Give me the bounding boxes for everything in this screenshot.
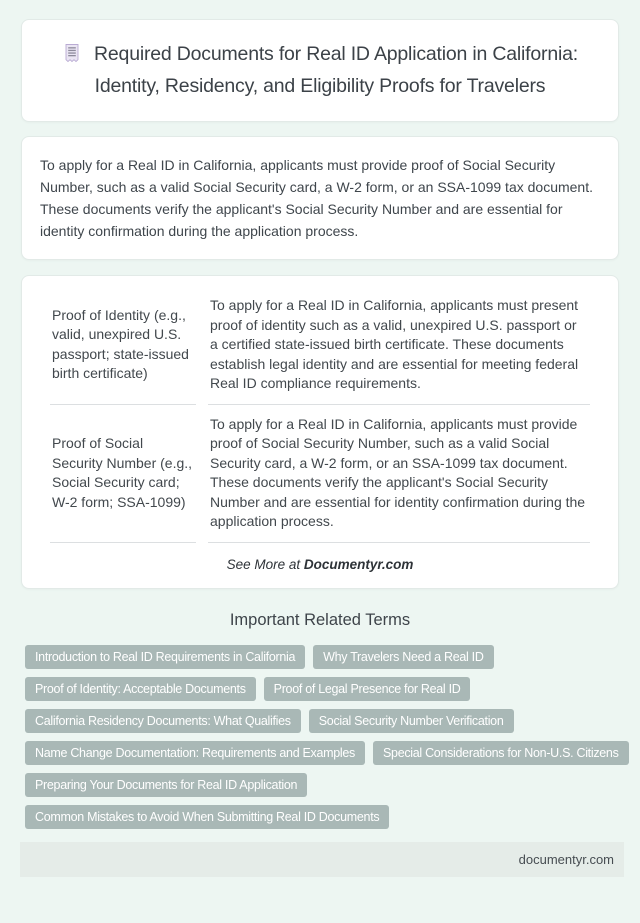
tag-row (25, 741, 624, 765)
tag-row (25, 709, 624, 733)
tag-row (25, 773, 624, 797)
receipt-icon (62, 43, 82, 72)
term-cell: Proof of Identity (e.g., valid, unexpired U.S. passport; state-issued birth certificate) (50, 286, 196, 405)
related-term-tag[interactable]: California Residency Documents: What Qualifies (25, 709, 301, 733)
related-term-tag[interactable]: Preparing Your Documents for Real ID Application (25, 773, 307, 797)
related-term-tag[interactable]: Why Travelers Need a Real ID (313, 645, 493, 669)
related-term-tag[interactable]: Proof of Legal Presence for Real ID (264, 677, 471, 701)
related-term-tag[interactable]: Special Considerations for Non-U.S. Citizens (373, 741, 629, 765)
page-title (50, 40, 590, 101)
related-term-tag[interactable]: Proof of Identity: Acceptable Documents (25, 677, 256, 701)
related-terms-heading: Important Related Terms (229, 610, 411, 629)
intro-card (21, 136, 619, 260)
description-cell: To apply for a Real ID in California, applicants must present proof of identity such as a valid, unexpired U.S. passport or a certified state-issued birth certificate. These documents establish legal identity and are essential for meeting federal Real ID compliance requirements. (208, 286, 590, 405)
footer-bar (20, 842, 624, 877)
tag-row (25, 677, 624, 701)
table-row (50, 405, 590, 543)
see-more-text (38, 557, 602, 572)
page-title-text: Required Documents for Real ID Application in California: Identity, Residency, and Eligibility Proofs for Travelers (94, 43, 578, 97)
footer-site-text: documentyr.com (518, 851, 614, 867)
documents-table (38, 286, 602, 543)
description-cell: To apply for a Real ID in California, applicants must provide proof of Social Security Number, such as a valid Social Security card, a W-2 form, or an SSA-1099 tax document. These documents verify the applicant's Social Security Number and are essential for identity confirmation during the application process. (208, 405, 590, 543)
related-terms-list (25, 645, 624, 829)
table-row (50, 286, 590, 405)
term-cell: Proof of Social Security Number (e.g., Social Security card; W-2 form; SSA-1099) (50, 405, 196, 543)
related-term-tag[interactable]: Name Change Documentation: Requirements and Examples (25, 741, 365, 765)
intro-text: To apply for a Real ID in California, applicants must provide proof of Social Security Number, such as a valid Social Security card, a W-2 form, or an SSA-1099 tax document. These documents verify the applicant's Social Security Number and are essential for identity confirmation during the application process. (40, 157, 593, 239)
brand-name: Documentyr.com (303, 556, 414, 572)
tag-row (25, 645, 624, 669)
see-more-prefix: See More at (226, 556, 301, 572)
tag-row (25, 805, 624, 829)
related-term-tag[interactable]: Common Mistakes to Avoid When Submitting Real ID Documents (25, 805, 389, 829)
related-term-tag[interactable]: Social Security Number Verification (309, 709, 514, 733)
header-card (21, 19, 619, 122)
related-term-tag[interactable]: Introduction to Real ID Requirements in California (25, 645, 305, 669)
page (0, 19, 640, 923)
documents-table-card (21, 275, 619, 589)
